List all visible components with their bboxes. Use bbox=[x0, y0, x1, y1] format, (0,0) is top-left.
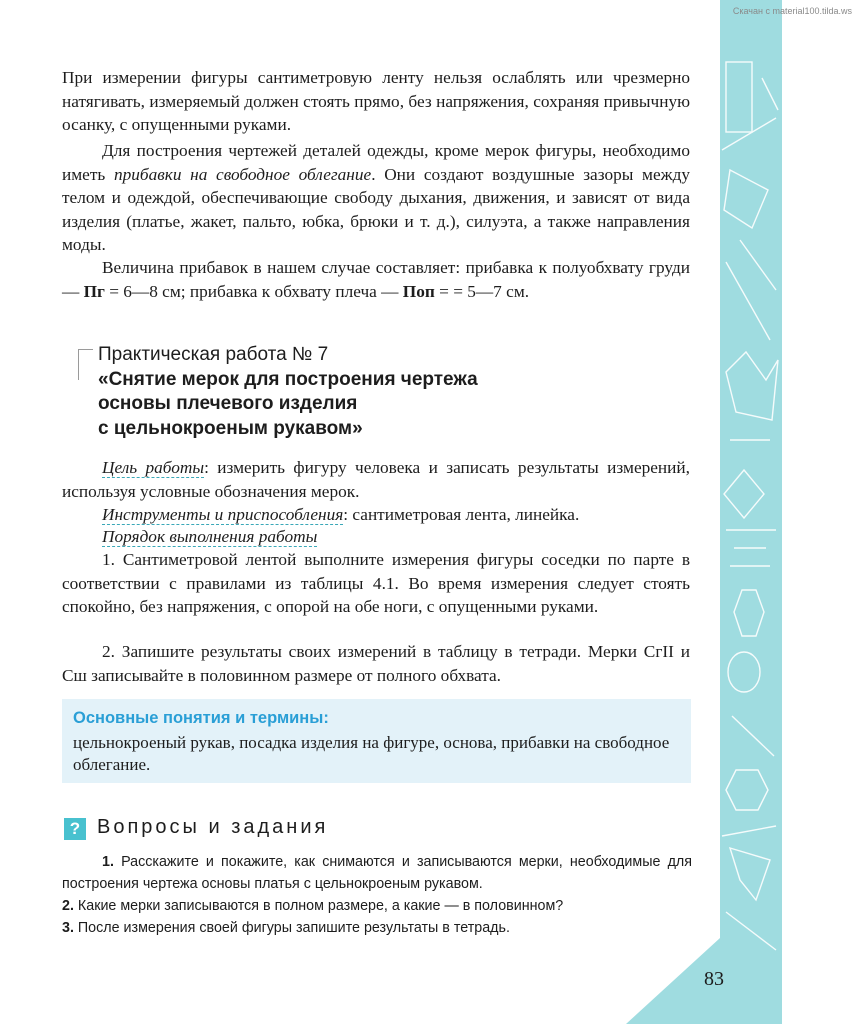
intro-paragraph-2 bbox=[62, 139, 690, 257]
questions-list bbox=[62, 851, 692, 939]
terms-heading: Основные понятия и термины: bbox=[73, 709, 329, 727]
tools-label: Инструменты и приспособления bbox=[102, 505, 344, 524]
goal-text: : измерить фигуру человека и записать результаты измерений, используя условные обозначения мерок. bbox=[62, 458, 690, 501]
tools-paragraph bbox=[62, 503, 690, 527]
intro-paragraph-3 bbox=[62, 256, 690, 303]
p2-emphasis: прибавки на свободное облегание bbox=[113, 164, 372, 184]
p3-text-c: = = 5—7 см. bbox=[434, 281, 530, 301]
procedure-label: Порядок выполнения работы bbox=[102, 527, 318, 546]
questions-title: Вопросы и задания bbox=[97, 816, 329, 838]
practical-title-line-2: основы плечевого изделия bbox=[98, 393, 358, 414]
question-1 bbox=[62, 851, 692, 895]
question-1-text: Расскажите и покажите, как снимаются и записываются мерки, необходимые для построения чертежа основы платья с цельнокроеным рукавом. bbox=[62, 854, 692, 892]
practical-title-line-1: «Снятие мерок для построения чертежа bbox=[98, 368, 478, 390]
question-2-text: Какие мерки записываются в полном размере, а какие — в половинном? bbox=[73, 898, 564, 914]
intro-paragraph-1: При измерении фигуры сантиметровую ленту нельзя ослаблять или чрезмерно натягивать, измеряемый должен стоять прямо, без напряжения, сохраняя привычную осанку, с опущенными руками. bbox=[62, 68, 690, 134]
page-number: 83 bbox=[704, 968, 724, 990]
step-2: 2. Запишите результаты своих измерений в таблицу в тетради. Мерки СгII и Сш записывайте в половинном размере от полного обхвата. bbox=[62, 642, 690, 685]
question-1-number: 1. bbox=[102, 854, 114, 870]
goal-paragraph bbox=[62, 456, 690, 503]
tools-text: : сантиметровая лента, линейка. bbox=[343, 505, 580, 524]
goal-label: Цель работы bbox=[102, 458, 205, 477]
practical-title-line-3: с цельнокроеным рукавом» bbox=[98, 417, 363, 439]
question-icon: ? bbox=[64, 818, 86, 840]
question-2 bbox=[62, 895, 692, 917]
procedure-heading bbox=[62, 525, 690, 549]
p2-text-a: Для построения чертежей деталей одежды, кроме мерок фигуры, необходимо иметь bbox=[62, 141, 690, 184]
practical-number: Практическая работа № 7 bbox=[98, 344, 329, 365]
step-1: 1. Сантиметровой лентой выполните измерения фигуры соседки по парте в соответствии с правилами из таблицы 4.1. Во время измерения следует стоять спокойно, без напряжения, с опорой на обе ноги, с опущенными руками. bbox=[62, 550, 690, 616]
p2-text-b: . Они создают воздушные зазоры между телом и одеждой, обеспечивающие свободу дыхания, движения, и зависят от вида изделия (платье, жакет, пальто, юбка, брюки и т. д.), силуэта, а также направления моды. bbox=[62, 164, 691, 254]
heading-bracket bbox=[78, 349, 93, 380]
practical-work-title bbox=[98, 343, 478, 441]
terms-text: цельнокроеный рукав, посадка изделия на фигуре, основа, прибавки на свободное облегание. bbox=[73, 733, 670, 774]
watermark: Скачан с material100.tilda.ws bbox=[732, 6, 852, 16]
p3-text-b: = 6—8 см; прибавка к обхвату плеча — bbox=[104, 281, 403, 301]
question-2-number: 2. bbox=[62, 898, 74, 914]
terms-box bbox=[62, 699, 691, 783]
p3-pop: Поп bbox=[402, 281, 435, 301]
question-3-number: 3. bbox=[62, 920, 74, 936]
p3-pg: Пг bbox=[83, 281, 105, 301]
question-3-text: После измерения своей фигуры запишите результаты в тетрадь. bbox=[73, 920, 510, 936]
question-3 bbox=[62, 917, 692, 939]
p3-text-a: Величина прибавок в нашем случае составляет: прибавка к полуобхвату груди — bbox=[62, 258, 690, 301]
